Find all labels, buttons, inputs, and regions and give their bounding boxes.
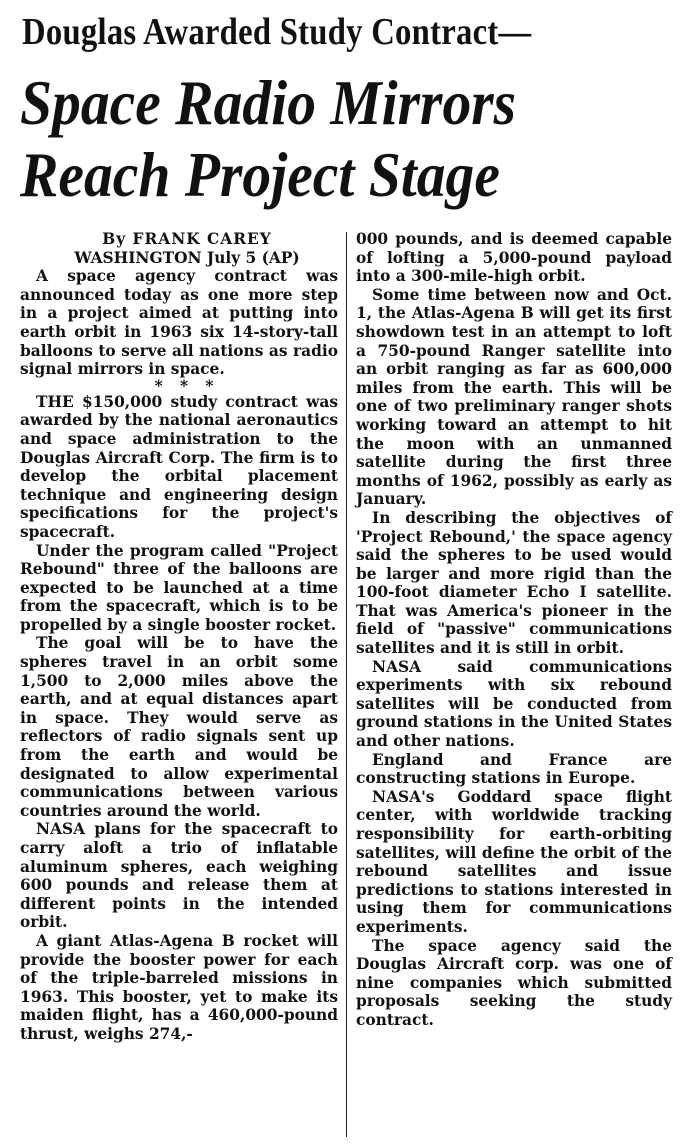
article-paragraph: Some time between now and Oct. 1, the Atlas-Agena B will get its first showdown test in an attempt to loft a 750-pound Ranger satellite into an orbit ranging as far as 600,000 miles from the earth. This will be one of two preliminary ranger shots working toward an attempt to hit the moon with an unmanned satellite during the first three months of 1962, possibly as early as January. [356, 285, 672, 509]
dateline: WASHINGTON July 5 (AP) [74, 248, 300, 267]
article-paragraph: In describing the objectives of 'Project Rebound,' the space agency said the spheres to be used would be larger and more rigid than the 100-foot diameter Echo I satellite. That was America's pioneer in the field of "passive" communications satellites and it is still in orbit. [356, 508, 672, 658]
article-paragraph: THE $150,000 study contract was awarded by the national aeronautics and space administration to the Douglas Aircraft Corp. The firm is to develop the orbital placement technique and engineering design specifications for the project's spacecraft. [20, 392, 338, 541]
kicker-headline: Douglas Awarded Study Contract— [22, 11, 532, 53]
article-paragraph: A giant Atlas-Agena B rocket will provide the booster power for each of the triple-barreled missions in 1963. This booster, yet to make its maiden flight, has a 460,000-pound thrust, weighs 274,- [20, 931, 338, 1043]
column-rule [346, 232, 347, 1137]
article-column-left [20, 230, 338, 1044]
main-headline-line-1: Space Radio Mirrors [20, 67, 517, 138]
article-paragraph: England and France are constructing stations in Europe. [356, 750, 672, 788]
article-paragraph: NASA said communications experiments with six rebound satellites will be conducted from ground stations in the United States and other nations. [356, 657, 672, 751]
main-headline-line-2: Reach Project Stage [20, 139, 500, 210]
article-paragraph: NASA's Goddard space flight center, with worldwide tracking responsibility for earth-orbiting satellites, will define the orbit of the rebound satellites and issue predictions to stations interested in using them for communications experiments. [356, 787, 672, 936]
article-paragraph: 000 pounds, and is deemed capable of lofting a 5,000-pound payload into a 300-mile-high orbit. [356, 230, 672, 286]
byline: By FRANK CAREY [102, 230, 272, 248]
article-paragraph: A space agency contract was announced today as one more step in a project aimed at putting into earth orbit in 1963 six 14-story-tall balloons to serve all nations as radio signal mirrors in space. [20, 267, 338, 379]
article-column-right [356, 230, 672, 1030]
article-paragraph: The goal will be to have the spheres travel in an orbit some 1,500 to 2,000 miles above the earth, and at equal distances apart in space. They would serve as reflectors of radio signals sent up from the earth and would be designated to allow experimental communications between various countries around the world. [20, 634, 338, 820]
section-separator: * * * [154, 376, 220, 395]
article-paragraph: Under the program called "Project Rebound" three of the balloons are expected to be launched at a time from the spacecraft, which is to be propelled by a single booster rocket. [20, 541, 338, 634]
article-paragraph: The space agency said the Douglas Aircraft corp. was one of nine companies which submitted proposals seeking the study contract. [356, 936, 672, 1029]
article-paragraph: NASA plans for the spacecraft to carry aloft a trio of inflatable aluminum spheres, each weighing 600 pounds and release them at different points in the intended orbit. [20, 820, 338, 932]
